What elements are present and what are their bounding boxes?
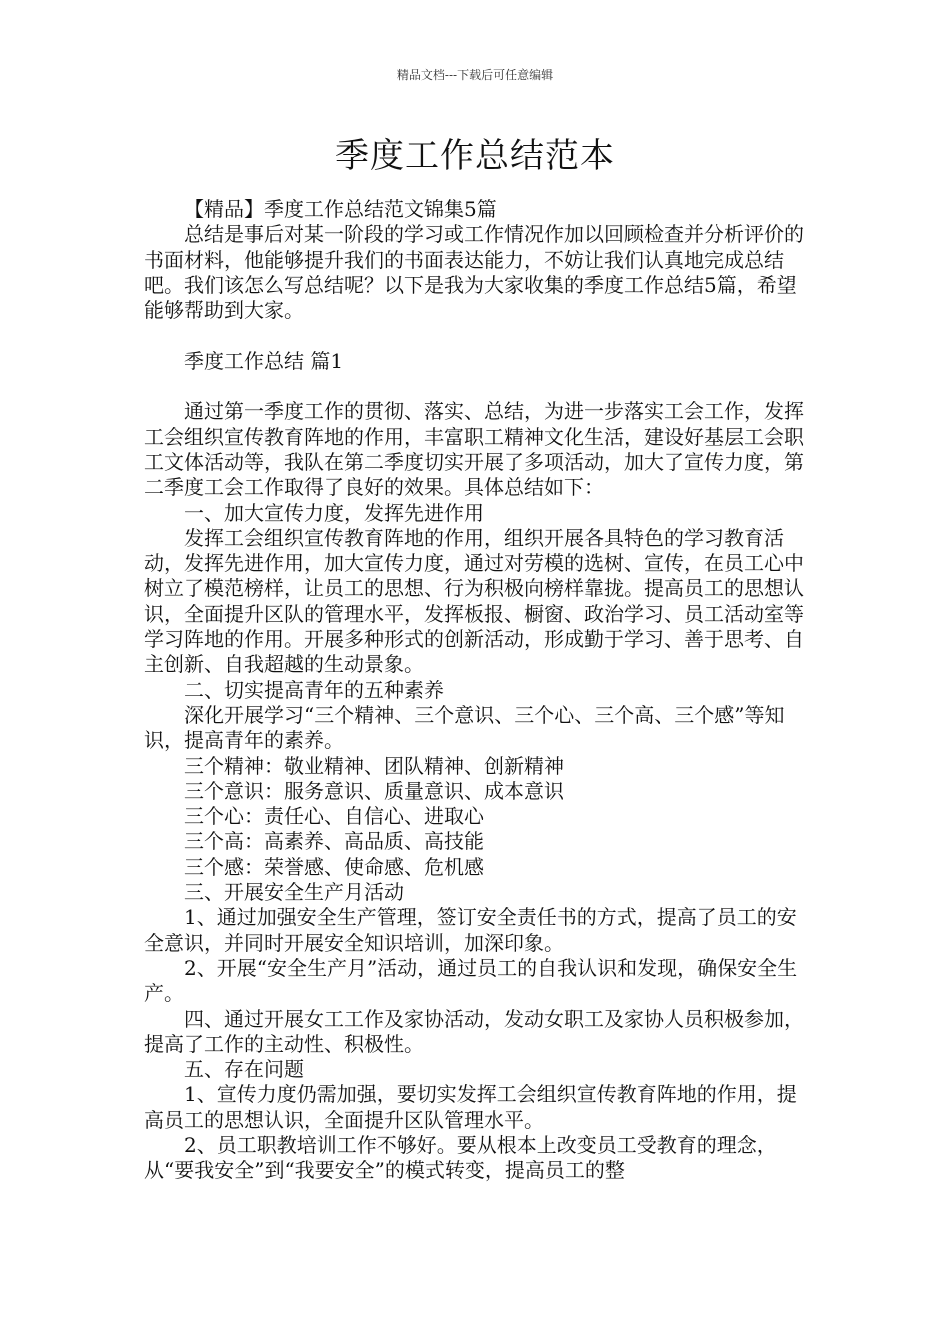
paragraph-heading-2: 二、切实提高青年的五种素养 [184, 677, 444, 702]
document-title: 季度工作总结范本 [335, 136, 615, 176]
paragraph-body-3a: 1、通过加强安全生产管理，签订安全责任书的方式，提高了员工的安全意识，并同时开展安全知识培训，加深印象。 [144, 905, 797, 955]
paragraph-heading-1: 一、加大宣传力度，发挥先进作用 [184, 500, 484, 525]
paragraph-list-item: 三个心：责任心、自信心、进取心 [184, 804, 484, 829]
paragraph-body-5b: 2、员工职教培训工作不够好。要从根本上改变员工受教育的理念，从“要我安全”到“我要安全”的模式转变，提高员工的整 [144, 1132, 777, 1183]
paragraph-section-heading: 季度工作总结 篇1 [184, 348, 344, 373]
header-note: 精品文档---下载后可任意编辑 [396, 68, 554, 82]
paragraph-list-item: 三个意识：服务意识、质量意识、成本意识 [184, 778, 564, 803]
paragraph-overview: 通过第一季度工作的贯彻、落实、总结，为进一步落实工会工作，发挥工会组织宣传教育阵地的作用，丰富职工精神文化生活，建设好基层工会职工文体活动等，我队在第二季度切实开展了多项活动，加大了宣传力度，第二季度工会工作取得了良好的效果。具体总结如下： [144, 399, 804, 500]
paragraph-body-2: 深化开展学习“三个精神、三个意识、三个心、三个高、三个感”等知识，提高青年的素养。 [144, 702, 785, 753]
paragraph-intro: 总结是事后对某一阶段的学习或工作情况作加以回顾检查并分析评价的书面材料，他能够提升我们的书面表达能力，不妨让我们认真地完成总结吧。我们该怎么写总结呢？以下是我为大家收集的季度工作总结5篇，希望能够帮助到大家。 [144, 222, 804, 323]
paragraph-list-item: 三个感：荣誉感、使命感、危机感 [184, 854, 484, 879]
paragraph-body-3b: 2、开展“安全生产月”活动，通过员工的自我认识和发现，确保安全生产。 [144, 955, 798, 1006]
paragraph-collection-heading: 【精品】季度工作总结范文锦集5篇 [184, 197, 497, 221]
document-body [144, 197, 808, 1184]
paragraph-list-item: 三个高：高素养、高品质、高技能 [184, 829, 484, 854]
paragraph-body-5a: 1、宣传力度仍需加强，要切实发挥工会组织宣传教育阵地的作用，提高员工的思想认识，全面提升区队管理水平。 [144, 1082, 797, 1132]
paragraph-list-item: 三个精神：敬业精神、团队精神、创新精神 [184, 753, 564, 778]
paragraph-heading-5: 五、存在问题 [184, 1057, 304, 1082]
blank-line [144, 374, 808, 399]
paragraph-heading-4: 四、通过开展女工工作及家协活动，发动女职工及家协人员积极参加，提高了工作的主动性、积极性。 [144, 1006, 804, 1056]
blank-line [144, 323, 808, 348]
paragraph-heading-3: 三、开展安全生产月活动 [184, 880, 404, 905]
paragraph-body-1: 发挥工会组织宣传教育阵地的作用，组织开展各具特色的学习教育活动，发挥先进作用，加大宣传力度，通过对劳模的选树、宣传，在员工心中树立了模范榜样，让员工的思想、行为积极向榜样靠拢。提高员工的思想认识，全面提升区队的管理水平，发挥板报、橱窗、政治学习、员工活动室等学习阵地的作用。开展多种形式的创新活动，形成勤于学习、善于思考、自主创新、自我超越的生动景象。 [144, 525, 804, 677]
